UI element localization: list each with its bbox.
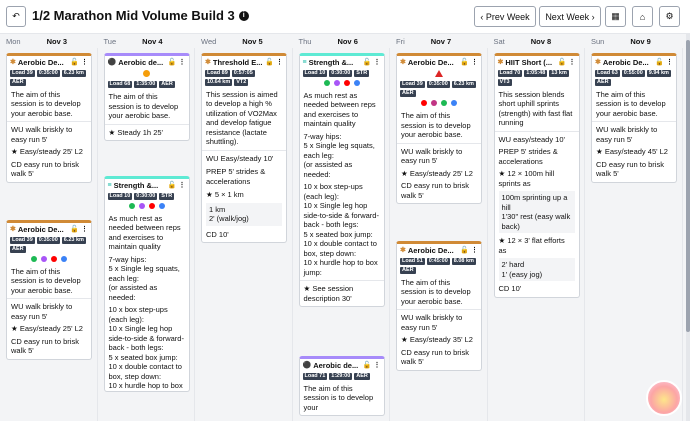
session-card[interactable]: ✱ Aerobic De... 🔓 ⋮ Load 39 0:35:00 6.23 km AER The aim of this session is to develop your aerobic base. WU walk briskly to easy run 5' ★ Easy/steady 25' L2 CD easy run to brisk walk 5' <box>6 53 92 183</box>
youtube-icon[interactable] <box>149 203 155 209</box>
day-header-fri: Fri Nov 7 <box>396 36 452 46</box>
music-icon[interactable] <box>451 100 457 106</box>
more-icon[interactable]: ⋮ <box>666 59 673 66</box>
day-column-wed <box>195 48 293 421</box>
star-icon: ★ <box>498 169 506 178</box>
day-header-tue: Tue Nov 4 <box>103 36 163 46</box>
strength-icon: ≡ <box>302 59 307 66</box>
youtube-icon[interactable] <box>421 100 427 106</box>
session-card[interactable]: ≡ Strength &... 🔓 ⋮ Load 10 0:30:00 STR As much rest as needed between reps and exercises to maintain quality 7-way hips: 5 x Single leg squats, each leg: (or assisted as needed: 10 x box step-ups (each leg): 10 x Single leg hop side-to-side & forward-back - both legs: 5 x seated box jump: 10 x double contact to box, step down: 10 x hurdle hop to box <box>104 176 190 392</box>
day-column-tue <box>98 48 196 421</box>
avatar[interactable] <box>646 380 682 416</box>
more-icon[interactable]: ⋮ <box>276 59 283 66</box>
unlock-icon[interactable]: 🔓 <box>70 59 79 66</box>
day-header-wed: Wed Nov 5 <box>201 36 263 46</box>
day-column-fri <box>390 48 488 421</box>
music-icon[interactable] <box>354 80 360 86</box>
spotify-icon[interactable] <box>441 100 447 106</box>
star-icon: ★ <box>108 127 116 137</box>
unlock-icon[interactable]: 🔓 <box>362 362 372 369</box>
run-icon: ✱ <box>10 226 16 233</box>
more-icon[interactable]: ⋮ <box>81 226 88 233</box>
run-icon: ✱ <box>497 59 504 66</box>
day-header-thu: Thu Nov 6 <box>298 36 358 46</box>
star-icon: ★ <box>401 168 408 178</box>
day-column-sun <box>585 48 683 421</box>
session-card[interactable]: ✱ Threshold E... 🔓 ⋮ Load 89 0:57:05 10.64 km VT2 This session is aimed to develop a high % utilization of VO2Max and develop fatigue resistance (lactate shuttling). WU Easy/steady 10' PREP 5' strides & accelerations ★ 5 × 1 km 1 km 2' (walk/jog) CD 10' <box>201 53 287 243</box>
top-bar <box>0 0 690 34</box>
star-icon: ★ <box>498 236 506 245</box>
warning-dot-icon <box>143 70 150 77</box>
day-header-row <box>0 34 686 48</box>
bike-icon: ⚫ <box>107 59 117 66</box>
page-title: 1/2 Marathon Mid Volume Build 3 i <box>32 8 249 23</box>
podcast-icon[interactable] <box>139 203 145 209</box>
youtube-icon[interactable] <box>51 256 57 262</box>
session-card[interactable]: ✱ Aerobic De... 🔓 ⋮ Load 51 0:45:00 8.08 km AER The aim of this session is to develop your aerobic base. WU walk briskly to easy run 5' ★ Easy/steady 35' L2 CD easy run to brisk walk 5' <box>396 241 482 371</box>
instagram-icon[interactable] <box>431 100 437 106</box>
run-icon: ✱ <box>205 59 211 66</box>
day-column-sat <box>488 48 586 421</box>
unlock-icon[interactable]: 🔓 <box>265 59 274 66</box>
prev-week-button[interactable]: ‹ Prev Week <box>474 6 536 27</box>
gear-icon: ⚙ <box>665 11 674 21</box>
podcast-icon[interactable] <box>334 80 340 86</box>
calendar-icon: ▦ <box>611 11 620 21</box>
unlock-icon[interactable]: 🔓 <box>362 59 372 66</box>
day-header-sun: Sun Nov 9 <box>591 36 651 46</box>
scrollbar-thumb[interactable] <box>686 40 690 332</box>
more-icon[interactable]: ⋮ <box>471 59 478 66</box>
podcast-icon[interactable] <box>41 256 47 262</box>
day-header-mon: Mon Nov 3 <box>6 36 68 46</box>
home-button[interactable] <box>632 6 653 27</box>
star-icon: ★ <box>596 147 603 156</box>
more-icon[interactable]: ⋮ <box>373 362 381 369</box>
calendar-button[interactable] <box>605 6 626 27</box>
session-card[interactable]: ✱ Aerobic De... 🔓 ⋮ Load 39 0:35:00 6.23 km AER The aim of this session is to develop your aerobic base. WU walk briskly to easy run 5' ★ Easy/steady 25' L2 CD easy run to brisk walk 5' <box>6 220 92 360</box>
home-icon: ⌂ <box>639 11 646 22</box>
star-icon: ★ <box>206 190 213 199</box>
bike-icon: ⚫ <box>302 362 312 369</box>
run-icon: ✱ <box>595 59 601 66</box>
session-card[interactable]: ✱ Aerobic De... 🔓 ⋮ Load 63 0:55:00 9.94 km AER The aim of this session is to develop your aerobic base. WU walk briskly to easy run 5' ★ Easy/steady 45' L2 CD easy run to brisk walk 5' <box>591 53 677 183</box>
music-icon[interactable] <box>61 256 67 262</box>
session-card[interactable]: ⚫ Aerobic de... 🔓 ⋮ Load 68 1:35:00 AER The aim of this session is to develop your aerobic base. ★ Steady 1h 25' <box>104 53 190 141</box>
week-grid <box>0 48 686 421</box>
star-icon: ★ <box>11 147 18 156</box>
more-icon[interactable]: ⋮ <box>568 59 576 66</box>
more-icon[interactable]: ⋮ <box>81 59 88 66</box>
music-icon[interactable] <box>159 203 165 209</box>
day-header-sat: Sat Nov 8 <box>493 36 552 46</box>
star-icon: ★ <box>401 335 408 344</box>
more-icon[interactable]: ⋮ <box>178 59 186 66</box>
unlock-icon[interactable]: 🔓 <box>460 59 469 66</box>
session-card[interactable]: ✱ Aerobic De... 🔓 ⋮ Load 39 0:35:00 6.23 km AER The aim of this session is to develop your aerobic base. WU walk briskly to easy run 5' ★ Easy/steady 25' L2 CD easy run to brisk walk 5' <box>396 53 482 204</box>
spotify-icon[interactable] <box>31 256 37 262</box>
info-icon[interactable]: i <box>239 11 249 21</box>
unlock-icon[interactable]: 🔓 <box>557 59 567 66</box>
back-button[interactable] <box>6 6 26 27</box>
unlock-icon[interactable]: 🔓 <box>70 226 79 233</box>
more-icon[interactable]: ⋮ <box>471 247 478 254</box>
back-arrow-icon: ↶ <box>12 11 20 21</box>
run-icon: ✱ <box>10 59 16 66</box>
run-icon: ✱ <box>400 59 406 66</box>
unlock-icon[interactable]: 🔓 <box>167 182 177 189</box>
warning-icon <box>435 70 443 77</box>
star-icon: ★ <box>303 284 311 293</box>
next-week-button[interactable]: Next Week › <box>539 6 601 27</box>
day-column-thu <box>293 48 391 421</box>
day-column-mon <box>0 48 98 421</box>
run-icon: ✱ <box>400 247 406 254</box>
unlock-icon[interactable]: 🔓 <box>655 59 664 66</box>
star-icon: ★ <box>11 324 18 333</box>
spotify-icon[interactable] <box>324 80 330 86</box>
unlock-icon[interactable]: 🔓 <box>167 59 177 66</box>
more-icon[interactable]: ⋮ <box>178 182 186 189</box>
strength-icon: ≡ <box>107 182 112 189</box>
settings-button[interactable] <box>659 6 680 27</box>
youtube-icon[interactable] <box>344 80 350 86</box>
session-card[interactable]: ⚫ Aerobic de... 🔓 ⋮ Load 71 1:29:00 AER The aim of this session is to develop your <box>299 356 385 416</box>
session-card[interactable]: ✱ HIIT Short (... 🔓 ⋮ Load 70 1:05:48 13 km VT3 This session blends short uphill sprints (strength) with fast flat running WU easy/steady 10' PREP 5' strides & accelerations ★ 12 × 100m hill sprints as 100m sprinting up a hill 1'30" rest (easy walk back) ★ 12 × 3' flat efforts as 2' hard 1' (easy jog) CD 10' <box>494 53 580 298</box>
spotify-icon[interactable] <box>129 203 135 209</box>
unlock-icon[interactable]: 🔓 <box>460 247 469 254</box>
session-card[interactable]: ≡ Strength &... 🔓 ⋮ Load 10 0:30:00 STR As much rest as needed between reps and exercises to maintain quality 7-way hips: 5 x Single leg squats, each leg: (or assisted as needed: 10 x box step-ups (each leg): 10 x Single leg hop side-to-side & forward-back - both legs: 5 x seated box jump: 10 x double contact to box, step down: 10 x hurdle hop to box jump: ★ See session description 30' <box>299 53 385 307</box>
more-icon[interactable]: ⋮ <box>373 59 381 66</box>
